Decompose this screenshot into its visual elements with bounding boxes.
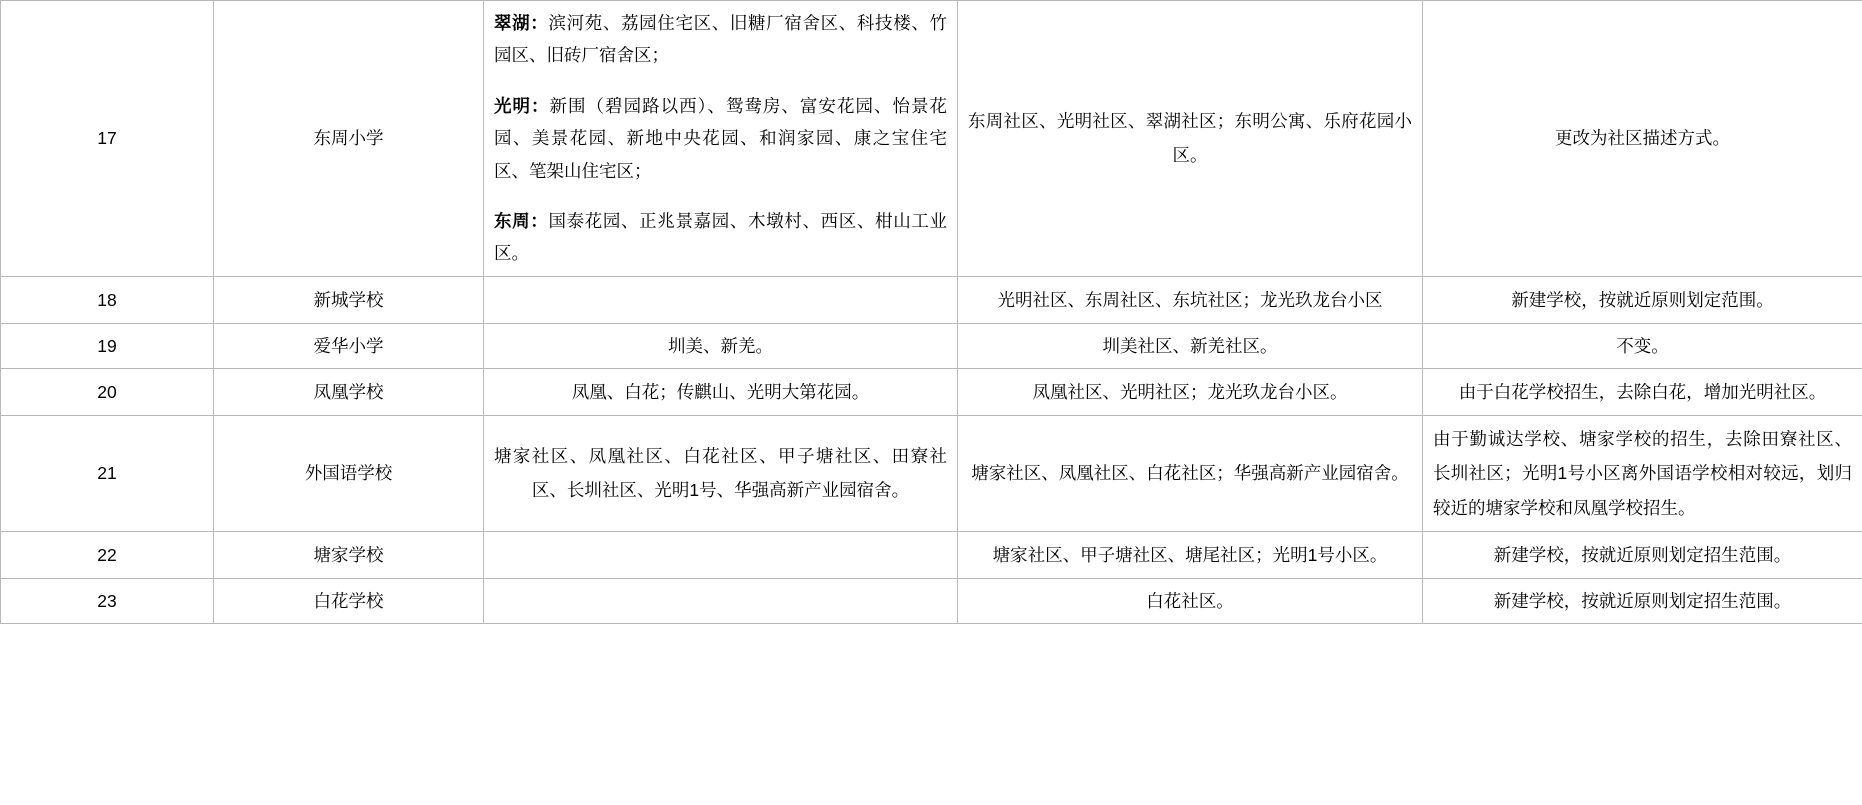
old-range-paragraph <box>494 90 947 187</box>
row-index: 19 <box>1 323 214 368</box>
new-range <box>958 1 1423 277</box>
area-label: 东周： <box>494 210 549 231</box>
table-row <box>1 531 1862 578</box>
area-label: 翠湖： <box>494 13 549 33</box>
note <box>1423 369 1862 416</box>
note: 不变。 <box>1423 323 1862 368</box>
table-row <box>1 323 1862 368</box>
new-range-text: 东周社区、光明社区、翠湖社区；东明公寓、乐府花园小区。 <box>968 111 1412 166</box>
row-index: 21 <box>1 416 214 531</box>
new-range <box>958 276 1423 323</box>
row-index: 23 <box>1 578 214 623</box>
table-row <box>1 416 1862 531</box>
note-text: 由于勤诚达学校、塘家学校的招生，去除田寮社区、长圳社区；光明1号小区离外国语学校相对较远，划归较近的塘家学校和凤凰学校招生。 <box>1433 429 1852 518</box>
old-range <box>484 531 958 578</box>
new-range <box>958 416 1423 531</box>
note-text: 由于白花学校招生，去除白花，增加光明社区。 <box>1458 382 1827 403</box>
school-name: 爱华小学 <box>214 323 484 368</box>
school-name: 外国语学校 <box>214 416 484 531</box>
old-range-detailed <box>484 1 958 277</box>
area-text: 滨河苑、荔园住宅区、旧糖厂宿舍区、科技楼、竹园区、旧砖厂宿舍区； <box>494 13 947 66</box>
note: 更改为社区描述方式。 <box>1423 1 1862 277</box>
school-name: 东周小学 <box>214 1 484 277</box>
school-name: 白花学校 <box>214 578 484 623</box>
old-range <box>484 578 958 623</box>
old-range: 圳美、新羌。 <box>484 323 958 368</box>
table-row <box>1 1 1862 277</box>
row-index: 20 <box>1 369 214 416</box>
row-index: 17 <box>1 1 214 277</box>
school-name: 塘家学校 <box>214 531 484 578</box>
old-range-paragraph <box>494 205 947 270</box>
new-range: 圳美社区、新羌社区。 <box>958 323 1423 368</box>
area-text: 新围（碧园路以西）、鸳鸯房、富安花园、怡景花园、美景花园、新地中央花园、和润家园、康之宝住宅区、笔架山住宅区； <box>494 95 947 181</box>
note: 新建学校，按就近原则划定招生范围。 <box>1423 578 1862 623</box>
table-row <box>1 276 1862 323</box>
new-range-text: 塘家社区、凤凰社区、白花社区；华强高新产业园宿舍。 <box>971 463 1409 484</box>
old-range-text: 塘家社区、凤凰社区、白花社区、甲子塘社区、田寮社区、长圳社区、光明1号、华强高新产业园宿舍。 <box>494 446 947 501</box>
new-range: 白花社区。 <box>958 578 1423 623</box>
row-index: 22 <box>1 531 214 578</box>
new-range: 凤凰社区、光明社区；龙光玖龙台小区。 <box>958 369 1423 416</box>
school-name: 新城学校 <box>214 276 484 323</box>
old-range <box>484 416 958 531</box>
row-index: 18 <box>1 276 214 323</box>
note: 新建学校，按就近原则划定招生范围。 <box>1423 531 1862 578</box>
note: 新建学校，按就近原则划定范围。 <box>1423 276 1862 323</box>
area-label: 光明： <box>494 95 550 116</box>
note <box>1423 416 1862 531</box>
old-range <box>484 276 958 323</box>
new-range <box>958 531 1423 578</box>
area-text: 国泰花园、正兆景嘉园、木墩村、西区、柑山工业区。 <box>494 210 947 264</box>
old-range: 凤凰、白花；传麒山、光明大第花园。 <box>484 369 958 416</box>
new-range-text: 塘家社区、甲子塘社区、塘尾社区；光明1号小区。 <box>992 544 1388 565</box>
new-range-text: 光明社区、东周社区、东坑社区；龙光玖龙台小区 <box>997 289 1383 310</box>
table-row <box>1 369 1862 416</box>
table-row <box>1 578 1862 623</box>
school-name: 凤凰学校 <box>214 369 484 416</box>
old-range-paragraph <box>494 7 947 72</box>
